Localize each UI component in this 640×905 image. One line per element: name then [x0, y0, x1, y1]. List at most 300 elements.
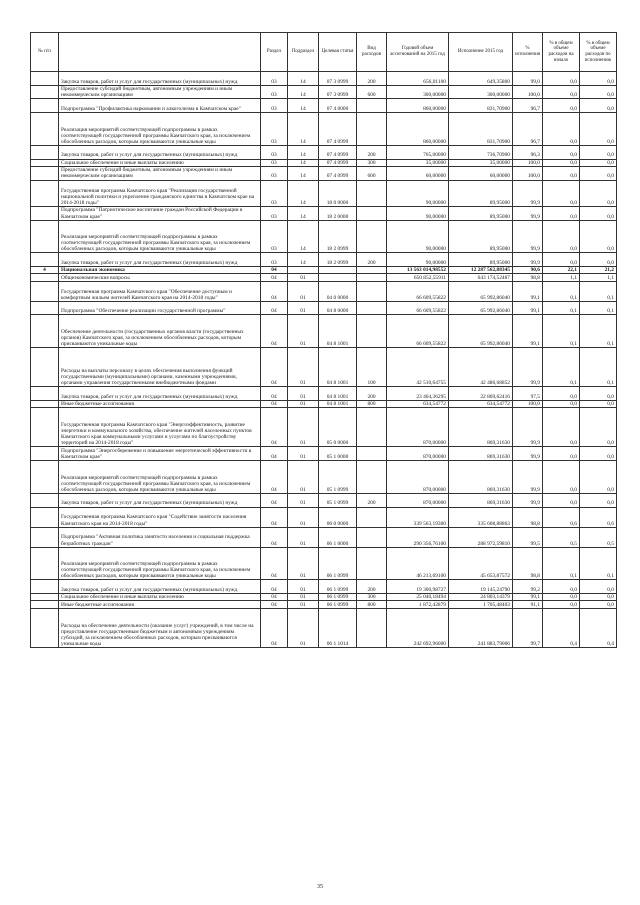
page-number: 35 [317, 884, 323, 890]
cell-vr: 800 [357, 601, 387, 608]
cell-podr: 14 [288, 72, 319, 86]
cell-razdel: 03 [261, 166, 288, 180]
cell-num [31, 85, 59, 99]
cell-plan: 290 356,76100 [387, 527, 449, 547]
cell-s2: 0,1 [580, 301, 617, 315]
cell-razdel: 03 [261, 72, 288, 86]
cell-num [31, 113, 59, 146]
cell-razdel: 04 [261, 281, 288, 301]
cell-s1: 0,1 [543, 547, 580, 580]
cell-podr: 01 [288, 507, 319, 527]
table-row [31, 493, 617, 507]
cell-plan: 860,00000 [387, 113, 449, 146]
cell-s1: 1,1 [543, 274, 580, 281]
cell-name: Расходы на выплаты персоналу в целях обеспечения выполнения функций государственными (муниципальными) органами, казенными учреждениями, органами управления государственными внебюджетными фондами [59, 348, 261, 387]
cell-cs: 05 0 0000 [319, 408, 357, 447]
cell-name: Государственная программа Камчатского края "Содействие занятости населения Камчатского края на 2014-2018 годы" [59, 507, 261, 527]
cell-podr: 01 [288, 608, 319, 647]
cell-s2: 0,1 [580, 281, 617, 301]
cell-plan: 25 040,18494 [387, 594, 449, 601]
cell-razdel: 04 [261, 493, 288, 507]
table-row [31, 527, 617, 547]
cell-plan: 60,00000 [387, 166, 449, 180]
cell-podr: 01 [288, 601, 319, 608]
cell-vr [357, 408, 387, 447]
cell-s2: 21,2 [580, 267, 617, 274]
cell-s2: 0,0 [580, 408, 617, 447]
cell-razdel: 03 [261, 85, 288, 99]
cell-s1: 0,0 [543, 401, 580, 408]
cell-cs: 04 8 1001 [319, 315, 357, 348]
cell-fact: 649,35800 [449, 72, 513, 86]
cell-num [31, 387, 59, 401]
cell-plan: 650 852,55911 [387, 274, 449, 281]
cell-s2: 1,1 [580, 274, 617, 281]
cell-fact: 12 287 562,88345 [449, 267, 513, 274]
cell-razdel: 04 [261, 301, 288, 315]
cell-s2: 0,4 [580, 608, 617, 647]
cell-razdel: 03 [261, 253, 288, 267]
table-row [31, 408, 617, 447]
cell-num [31, 180, 59, 206]
cell-plan: 42 510,64755 [387, 348, 449, 387]
cell-fact: 831,70900 [449, 113, 513, 146]
table-row [31, 594, 617, 601]
cell-podr: 01 [288, 594, 319, 601]
cell-s2: 0,0 [580, 99, 617, 113]
cell-plan: 870,00000 [387, 493, 449, 507]
cell-s2: 0,0 [580, 493, 617, 507]
cell-pct: 100,0 [513, 166, 543, 180]
cell-vr: 600 [357, 85, 387, 99]
cell-pct: 96,7 [513, 99, 543, 113]
cell-s1: 0,0 [543, 253, 580, 267]
cell-vr [357, 113, 387, 146]
cell-vr: 800 [357, 401, 387, 408]
cell-vr [357, 527, 387, 547]
cell-s2: 0,1 [580, 348, 617, 387]
header-num: № п/п [31, 33, 59, 72]
cell-name: Предоставление субсидий бюджетным, автономным учреждениям и иным некоммерческим организациям [59, 85, 261, 99]
cell-plan: 765,00000 [387, 145, 449, 159]
cell-vr [357, 281, 387, 301]
cell-vr: 200 [357, 493, 387, 507]
cell-pct: 98,8 [513, 507, 543, 527]
table-row [31, 159, 617, 166]
cell-num [31, 274, 59, 281]
cell-razdel: 04 [261, 507, 288, 527]
cell-s2: 0,0 [580, 594, 617, 601]
cell-name: Расходы на обеспечение деятельности (оказание услуг) учреждений, в том числе на предоставление государственным бюджетным и автономным учреждениям субсидий, за исключением обособленных расходов, которым присваиваются уникальные коды [59, 608, 261, 647]
cell-vr [357, 315, 387, 348]
cell-cs: 06 1 1014 [319, 608, 357, 647]
header-fact: Исполнение 2015 год [449, 33, 513, 72]
cell-s2: 0,5 [580, 527, 617, 547]
header-razdel: Раздел [261, 33, 288, 72]
cell-pct: 99,1 [513, 301, 543, 315]
cell-s2: 0,0 [580, 401, 617, 408]
cell-plan: 66 609,55822 [387, 281, 449, 301]
cell-cs: 04 8 0000 [319, 301, 357, 315]
cell-plan: 23 464,36295 [387, 387, 449, 401]
cell-num [31, 99, 59, 113]
cell-podr: 01 [288, 281, 319, 301]
cell-name: Реализация мероприятий соответствующей подпрограммы в рамках соответствующей государственной программы Камчатского края, за исключением обособленных расходов, которым присваиваются уникальные коды [59, 220, 261, 253]
cell-name: Обеспечение деятельности (государственных органов власти (государственных органов) Камчатского края, за исключением обособленных расходов, которым присваиваются уникальные коды [59, 315, 261, 348]
cell-podr: 01 [288, 493, 319, 507]
cell-vr [357, 461, 387, 494]
table-row [31, 85, 617, 99]
cell-pct: 99,9 [513, 253, 543, 267]
cell-s2: 0,0 [580, 159, 617, 166]
table-row [31, 608, 617, 647]
header-expense-type: Вид расходов [357, 33, 387, 72]
cell-fact: 89,95000 [449, 253, 513, 267]
header-percent: % исполнения [513, 33, 543, 72]
cell-s1: 0,0 [543, 387, 580, 401]
cell-s1: 0,0 [543, 180, 580, 206]
cell-vr [357, 220, 387, 253]
budget-table-sheet [30, 32, 616, 648]
cell-s2: 0,0 [580, 461, 617, 494]
cell-plan: 242 692,96000 [387, 608, 449, 647]
table-row [31, 447, 617, 461]
cell-plan: 90,00000 [387, 206, 449, 220]
cell-s2: 0,0 [580, 85, 617, 99]
cell-cs: 18 2 0000 [319, 206, 357, 220]
table-row [31, 281, 617, 301]
cell-fact: 45 653,87572 [449, 547, 513, 580]
cell-cs: 07 4 0999 [319, 159, 357, 166]
cell-razdel: 04 [261, 315, 288, 348]
cell-pct: 96,3 [513, 145, 543, 159]
cell-s2: 0,0 [580, 253, 617, 267]
cell-podr: 14 [288, 145, 319, 159]
cell-vr [357, 507, 387, 527]
cell-fact: 869,31630 [449, 493, 513, 507]
table-row [31, 253, 617, 267]
cell-vr [357, 274, 387, 281]
cell-s1: 0,0 [543, 159, 580, 166]
table-row [31, 401, 617, 408]
cell-fact: 643 174,52487 [449, 274, 513, 281]
cell-s1: 0,1 [543, 348, 580, 387]
cell-cs: 06 0 0000 [319, 507, 357, 527]
cell-pct: 99,9 [513, 493, 543, 507]
cell-podr: 01 [288, 301, 319, 315]
cell-num [31, 220, 59, 253]
cell-s1: 0,0 [543, 580, 580, 594]
cell-s1: 0,0 [543, 145, 580, 159]
cell-plan: 634,54772 [387, 401, 449, 408]
cell-razdel: 03 [261, 99, 288, 113]
cell-cs: 07 4 0000 [319, 99, 357, 113]
cell-fact: 335 608,88863 [449, 507, 513, 527]
cell-cs: 04 8 1001 [319, 348, 357, 387]
table-row [31, 267, 617, 274]
cell-razdel: 03 [261, 145, 288, 159]
cell-razdel: 04 [261, 547, 288, 580]
cell-name: Подпрограмма "Обеспечение реализации государственной программы" [59, 301, 261, 315]
cell-name: Подпрограмма "Энергосбережение и повышение энергетической эффективности в Камчатском крае" [59, 447, 261, 461]
cell-num [31, 580, 59, 594]
cell-razdel: 04 [261, 387, 288, 401]
cell-fact: 35,00000 [449, 159, 513, 166]
cell-razdel: 04 [261, 608, 288, 647]
cell-s1: 0,0 [543, 206, 580, 220]
cell-cs: 07 4 0999 [319, 145, 357, 159]
cell-razdel: 04 [261, 348, 288, 387]
table-body [31, 72, 617, 648]
cell-fact: 89,95000 [449, 220, 513, 253]
cell-podr: 14 [288, 166, 319, 180]
header-plan: Годовой объем ассигнований на 2015 год [387, 33, 449, 72]
cell-vr: 300 [357, 594, 387, 601]
cell-s1: 0,0 [543, 72, 580, 86]
cell-vr [357, 99, 387, 113]
cell-vr: 100 [357, 348, 387, 387]
cell-razdel: 04 [261, 461, 288, 494]
cell-pct: 99,7 [513, 608, 543, 647]
cell-name: Социальное обеспечение и иные выплаты населению [59, 159, 261, 166]
table-row [31, 315, 617, 348]
cell-pct: 91,1 [513, 601, 543, 608]
cell-name: Общеэкономические вопросы [59, 274, 261, 281]
cell-num: 4 [31, 267, 59, 274]
cell-podr: 01 [288, 387, 319, 401]
cell-plan: 66 609,55822 [387, 315, 449, 348]
cell-s2: 0,0 [580, 206, 617, 220]
cell-pct: 99,9 [513, 348, 543, 387]
cell-cs: 05 1 0999 [319, 493, 357, 507]
header-share-start: % в общем объеме расходов на начало [543, 33, 580, 72]
cell-fact: 634,54772 [449, 401, 513, 408]
table-row [31, 461, 617, 494]
cell-razdel: 04 [261, 527, 288, 547]
cell-name: Подпрограмма "Профилактика наркомании и алкоголизма в Камчатском крае" [59, 99, 261, 113]
cell-vr: 200 [357, 580, 387, 594]
cell-num [31, 408, 59, 447]
cell-fact: 831,70900 [449, 99, 513, 113]
cell-razdel: 03 [261, 220, 288, 253]
cell-cs: 06 1 0000 [319, 527, 357, 547]
cell-name: Закупка товаров, работ и услуг для государственных (муниципальных) нужд [59, 580, 261, 594]
cell-s1: 0,5 [543, 527, 580, 547]
cell-s2: 0,0 [580, 72, 617, 86]
cell-plan: 13 563 014,98552 [387, 267, 449, 274]
cell-cs: 07 3 0999 [319, 85, 357, 99]
table-row [31, 580, 617, 594]
cell-s1: 0,0 [543, 85, 580, 99]
cell-plan: 870,00000 [387, 461, 449, 494]
cell-s1: 0,0 [543, 113, 580, 146]
cell-razdel: 04 [261, 401, 288, 408]
cell-s1: 0,0 [543, 493, 580, 507]
cell-num [31, 348, 59, 387]
cell-s2: 0,0 [580, 601, 617, 608]
cell-cs: 18 0 0000 [319, 180, 357, 206]
cell-name: Закупка товаров, работ и услуг для государственных (муниципальных) нужд [59, 387, 261, 401]
cell-s1: 0,0 [543, 601, 580, 608]
cell-name: Реализация мероприятий соответствующей подпрограммы в рамках соответствующей государственной программы Камчатского края, за исключением обособленных расходов, которым присваиваются уникальные коды [59, 547, 261, 580]
cell-s1: 0,0 [543, 408, 580, 447]
cell-num [31, 527, 59, 547]
cell-vr [357, 180, 387, 206]
cell-num [31, 594, 59, 601]
cell-podr: 14 [288, 113, 319, 146]
cell-fact: 241 883,79006 [449, 608, 513, 647]
cell-podr: 01 [288, 461, 319, 494]
cell-podr: 01 [288, 401, 319, 408]
cell-fact: 60,00000 [449, 166, 513, 180]
header-podrazdel: Подраздел [288, 33, 319, 72]
table-row [31, 220, 617, 253]
cell-cs [319, 267, 357, 274]
cell-razdel: 04 [261, 408, 288, 447]
cell-plan: 66 609,55822 [387, 301, 449, 315]
cell-vr: 600 [357, 166, 387, 180]
cell-num [31, 281, 59, 301]
cell-podr: 14 [288, 220, 319, 253]
cell-cs: 04 0 0000 [319, 281, 357, 301]
cell-plan: 90,00000 [387, 180, 449, 206]
cell-fact: 869,31630 [449, 461, 513, 494]
cell-fact: 65 992,86040 [449, 301, 513, 315]
cell-cs: 06 1 0999 [319, 601, 357, 608]
cell-pct: 99,9 [513, 206, 543, 220]
cell-num [31, 547, 59, 580]
cell-name: Реализация мероприятий соответствующей подпрограммы в рамках соответствующей государственной программы Камчатского края, за исключением обособленных расходов, которым присваиваются уникальные коды [59, 113, 261, 146]
cell-razdel: 04 [261, 267, 288, 274]
cell-plan: 1 872,42879 [387, 601, 449, 608]
cell-fact: 19 145,24790 [449, 580, 513, 594]
cell-s2: 0,0 [580, 166, 617, 180]
cell-fact: 89,95000 [449, 206, 513, 220]
cell-podr: 01 [288, 447, 319, 461]
cell-pct: 98,8 [513, 274, 543, 281]
cell-podr: 14 [288, 253, 319, 267]
cell-name: Закупка товаров, работ и услуг для государственных (муниципальных) нужд [59, 72, 261, 86]
cell-name: Предоставление субсидий бюджетным, автономным учреждениям и иным некоммерческим организациям [59, 166, 261, 180]
cell-name: Подпрограмма "Активная политика занятости населения и социальная поддержка безработных граждан" [59, 527, 261, 547]
cell-name: Государственная программа Камчатского края "Обеспечение доступным и комфортным жильем жителей Камчатского края на 2014-2018 годы" [59, 281, 261, 301]
cell-cs: 18 2 0999 [319, 253, 357, 267]
cell-plan: 860,00000 [387, 99, 449, 113]
cell-num [31, 253, 59, 267]
cell-pct: 99,2 [513, 580, 543, 594]
cell-fact: 869,31630 [449, 408, 513, 447]
cell-num [31, 447, 59, 461]
cell-num [31, 493, 59, 507]
cell-num [31, 145, 59, 159]
cell-name: Государственная программа Камчатского края "Энергоэффективность, развитие энергетики и коммунального хозяйства, обеспечение жителей населенных пунктов Камчатского края коммунальными услугами и услугами по благоустройству территорий на 2014-2018 годы" [59, 408, 261, 447]
cell-cs: 07 4 0999 [319, 166, 357, 180]
cell-razdel: 04 [261, 594, 288, 601]
cell-pct: 99,9 [513, 180, 543, 206]
cell-name: Национальная экономика [59, 267, 261, 274]
table-row [31, 274, 617, 281]
cell-s2: 0,0 [580, 180, 617, 206]
cell-s1: 0,0 [543, 594, 580, 601]
table-row [31, 387, 617, 401]
table-row [31, 166, 617, 180]
cell-s1: 0,6 [543, 507, 580, 527]
cell-plan: 19 300,98727 [387, 580, 449, 594]
cell-num [31, 401, 59, 408]
cell-pct: 100,0 [513, 85, 543, 99]
cell-vr [357, 608, 387, 647]
cell-pct: 99,9 [513, 461, 543, 494]
cell-pct: 99,1 [513, 594, 543, 601]
cell-vr: 300 [357, 159, 387, 166]
cell-podr: 01 [288, 315, 319, 348]
cell-s1: 0,0 [543, 461, 580, 494]
cell-razdel: 04 [261, 274, 288, 281]
cell-pct: 99,9 [513, 220, 543, 253]
cell-name: Подпрограмма "Патриотическое воспитание граждан Российской Федерации в Камчатском крае" [59, 206, 261, 220]
cell-razdel: 04 [261, 580, 288, 594]
cell-vr [357, 447, 387, 461]
table-row [31, 301, 617, 315]
cell-s1: 0,4 [543, 608, 580, 647]
cell-name: Закупка товаров, работ и услуг для государственных (муниципальных) нужд [59, 253, 261, 267]
cell-name: Закупка товаров, работ и услуг для государственных (муниципальных) нужд [59, 493, 261, 507]
cell-s1: 0,0 [543, 166, 580, 180]
cell-razdel: 04 [261, 601, 288, 608]
cell-s2: 0,0 [580, 447, 617, 461]
table-row [31, 348, 617, 387]
cell-podr: 14 [288, 85, 319, 99]
cell-s2: 0,0 [580, 113, 617, 146]
cell-pct: 99,0 [513, 72, 543, 86]
cell-s1: 0,0 [543, 220, 580, 253]
cell-pct: 99,1 [513, 281, 543, 301]
table-row [31, 206, 617, 220]
cell-pct: 99,9 [513, 447, 543, 461]
cell-fact: 65 992,86040 [449, 315, 513, 348]
cell-plan: 870,00000 [387, 447, 449, 461]
cell-s2: 0,0 [580, 580, 617, 594]
cell-fact: 300,00000 [449, 85, 513, 99]
table-row [31, 145, 617, 159]
cell-cs: 07 3 0999 [319, 72, 357, 86]
cell-pct: 99,9 [513, 408, 543, 447]
header-share-fact: % в общем объеме расходов по исполнению [580, 33, 617, 72]
cell-podr: 01 [288, 274, 319, 281]
cell-vr [357, 301, 387, 315]
cell-s1: 0,1 [543, 301, 580, 315]
cell-fact: 24 803,14379 [449, 594, 513, 601]
cell-num [31, 601, 59, 608]
cell-plan: 90,00000 [387, 253, 449, 267]
cell-pct: 98,8 [513, 547, 543, 580]
cell-fact: 288 972,59810 [449, 527, 513, 547]
cell-num [31, 301, 59, 315]
cell-razdel: 03 [261, 206, 288, 220]
cell-s2: 0,1 [580, 547, 617, 580]
cell-pct: 99,5 [513, 527, 543, 547]
cell-cs: 04 8 1001 [319, 401, 357, 408]
cell-fact: 869,31630 [449, 447, 513, 461]
cell-razdel: 03 [261, 180, 288, 206]
cell-fact: 42 486,68852 [449, 348, 513, 387]
cell-plan: 870,00000 [387, 408, 449, 447]
cell-podr: 14 [288, 206, 319, 220]
cell-name: Реализация мероприятий соответствующей подпрограммы в рамках соответствующей государственной программы Камчатского края, за исключением обособленных расходов, которым присваиваются уникальные коды [59, 461, 261, 494]
cell-num [31, 507, 59, 527]
cell-name: Государственная программа Камчатского края "Реализация государственной национальной политики и укрепление гражданского единства в Камчатском крае на 2014-2018 годы" [59, 180, 261, 206]
cell-s1: 0,1 [543, 315, 580, 348]
